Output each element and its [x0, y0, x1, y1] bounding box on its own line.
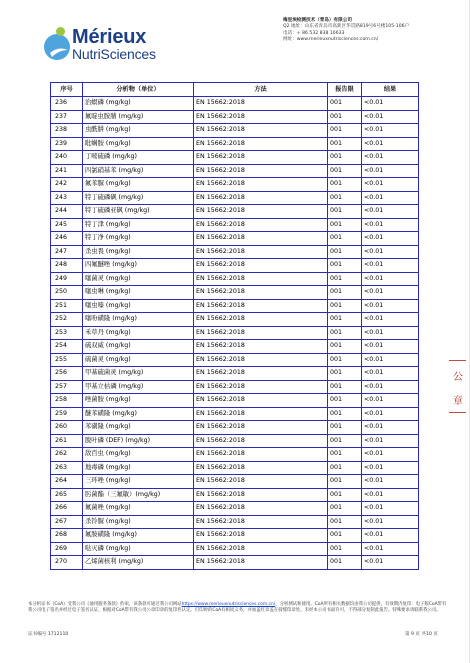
table-row	[51, 110, 419, 124]
method: EN 15662:2018	[194, 326, 328, 340]
result-value: <0.01	[362, 421, 419, 435]
report-limit: 001	[328, 353, 362, 367]
row-number: 247	[51, 245, 83, 259]
row-number: 253	[51, 326, 83, 340]
method: EN 15662:2018	[194, 110, 328, 124]
method: EN 15662:2018	[194, 313, 328, 327]
method: EN 15662:2018	[194, 380, 328, 394]
row-number: 264	[51, 475, 83, 489]
row-number: 256	[51, 367, 83, 381]
analyte-name: 噻菌灵 (mg/kg)	[83, 272, 194, 286]
table-row	[51, 340, 419, 354]
result-value: <0.01	[362, 326, 419, 340]
table-row	[51, 515, 419, 529]
method: EN 15662:2018	[194, 515, 328, 529]
row-number: 244	[51, 205, 83, 219]
report-limit: 001	[328, 407, 362, 421]
report-limit: 001	[328, 245, 362, 259]
table-row	[51, 178, 419, 192]
results-table	[50, 82, 419, 570]
method: EN 15662:2018	[194, 124, 328, 138]
table-row	[51, 542, 419, 556]
header-result: 结果	[362, 83, 419, 97]
table-row	[51, 326, 419, 340]
result-value: <0.01	[362, 448, 419, 462]
report-limit: 001	[328, 97, 362, 111]
analyte-name: 苯磺隆 (mg/kg)	[83, 421, 194, 435]
row-number: 254	[51, 340, 83, 354]
report-limit: 001	[328, 556, 362, 570]
stamp-edge-line	[449, 360, 466, 361]
method: EN 15662:2018	[194, 461, 328, 475]
analyte-name: 杀铃脲 (mg/kg)	[83, 515, 194, 529]
report-limit: 001	[328, 313, 362, 327]
row-number: 267	[51, 515, 83, 529]
report-limit: 001	[328, 448, 362, 462]
method: EN 15662:2018	[194, 178, 328, 192]
footnote-text: 本分析证书（CoA）受我公司《通用服务条款》约束，该条款可通过我公司网站	[28, 602, 182, 607]
row-number: 251	[51, 299, 83, 313]
table-row	[51, 475, 419, 489]
company-info	[283, 18, 409, 44]
row-number: 250	[51, 286, 83, 300]
report-limit: 001	[328, 529, 362, 543]
certificate-number: 证书编号 1712110	[28, 632, 69, 637]
analyte-name: 甲基立枯磷 (mg/kg)	[83, 380, 194, 394]
row-number: 239	[51, 137, 83, 151]
analyte-name: 特丁津 (mg/kg)	[83, 218, 194, 232]
analyte-name: 噻虫嗪 (mg/kg)	[83, 299, 194, 313]
result-value: <0.01	[362, 205, 419, 219]
method: EN 15662:2018	[194, 232, 328, 246]
analyte-name: 虫酰肼 (mg/kg)	[83, 124, 194, 138]
row-number: 252	[51, 313, 83, 327]
result-value: <0.01	[362, 353, 419, 367]
analyte-name: 特丁净 (mg/kg)	[83, 232, 194, 246]
stamp-edge-line	[449, 412, 466, 413]
table-row	[51, 137, 419, 151]
page-number: 第 9 页 共10 页	[405, 632, 438, 637]
row-number: 255	[51, 353, 83, 367]
result-value: <0.01	[362, 137, 419, 151]
result-value: <0.01	[362, 110, 419, 124]
analyte-name: 四氯硝基苯 (mg/kg)	[83, 164, 194, 178]
method: EN 15662:2018	[194, 353, 328, 367]
method: EN 15662:2018	[194, 299, 328, 313]
result-value: <0.01	[362, 556, 419, 570]
table-row	[51, 164, 419, 178]
result-value: <0.01	[362, 394, 419, 408]
report-limit: 001	[328, 421, 362, 435]
method: EN 15662:2018	[194, 137, 328, 151]
report-limit: 001	[328, 232, 362, 246]
report-limit: 001	[328, 380, 362, 394]
method: EN 15662:2018	[194, 394, 328, 408]
result-value: <0.01	[362, 367, 419, 381]
method: EN 15662:2018	[194, 448, 328, 462]
result-value: <0.01	[362, 299, 419, 313]
row-number: 243	[51, 191, 83, 205]
result-value: <0.01	[362, 286, 419, 300]
analyte-name: 乙烯菌核利 (mg/kg)	[83, 556, 194, 570]
report-limit: 001	[328, 110, 362, 124]
method: EN 15662:2018	[194, 407, 328, 421]
table-row	[51, 205, 419, 219]
analyte-name: 敌百虫 (mg/kg)	[83, 448, 194, 462]
row-number: 248	[51, 259, 83, 273]
table-row	[51, 380, 419, 394]
result-value: <0.01	[362, 259, 419, 273]
analyte-name: 三环唑 (mg/kg)	[83, 475, 194, 489]
report-limit: 001	[328, 124, 362, 138]
table-row	[51, 232, 419, 246]
result-value: <0.01	[362, 475, 419, 489]
row-number: 261	[51, 434, 83, 448]
analyte-name: 地毒磷 (mg/kg)	[83, 461, 194, 475]
report-limit: 001	[328, 137, 362, 151]
analyte-name: 氟苯脲 (mg/kg)	[83, 178, 194, 192]
report-limit: 001	[328, 286, 362, 300]
table-row	[51, 448, 419, 462]
method: EN 15662:2018	[194, 421, 328, 435]
result-value: <0.01	[362, 542, 419, 556]
method: EN 15662:2018	[194, 191, 328, 205]
row-number: 241	[51, 164, 83, 178]
report-limit: 001	[328, 178, 362, 192]
report-limit: 001	[328, 394, 362, 408]
result-value: <0.01	[362, 488, 419, 502]
result-value: <0.01	[362, 434, 419, 448]
row-number: 236	[51, 97, 83, 111]
row-number: 262	[51, 448, 83, 462]
table-row	[51, 434, 419, 448]
row-number: 240	[51, 151, 83, 165]
result-value: <0.01	[362, 313, 419, 327]
row-number: 238	[51, 124, 83, 138]
method: EN 15662:2018	[194, 286, 328, 300]
report-limit: 001	[328, 326, 362, 340]
analyte-name: 丁嘧硫磷 (mg/kg)	[83, 151, 194, 165]
table-row	[51, 245, 419, 259]
analyte-name: 唑菌胺 (mg/kg)	[83, 394, 194, 408]
result-value: <0.01	[362, 124, 419, 138]
result-value: <0.01	[362, 529, 419, 543]
row-number: 260	[51, 421, 83, 435]
row-number: 263	[51, 461, 83, 475]
table-row	[51, 299, 419, 313]
analyte-name: 甲基硫菌灵 (mg/kg)	[83, 367, 194, 381]
method: EN 15662:2018	[194, 488, 328, 502]
footnote-text: ，分析测试和使用。CoA所有相关数据均由我公司提供，有效期内复印：电子版CoA带有我公司电子签名并经过电子签名认证，根据对CoA带有我公司公章印章的复印件认定。打印时的CoA有相同义务，并加盖红章盖在骑缝印章处。未经本公司书面许可，不得部分复制此报告。特殊要求请联系我公司。	[28, 602, 447, 614]
table-row	[51, 407, 419, 421]
table-row	[51, 191, 419, 205]
result-value: <0.01	[362, 461, 419, 475]
report-limit: 001	[328, 272, 362, 286]
method: EN 15662:2018	[194, 151, 328, 165]
analyte-name: 硫双威 (mg/kg)	[83, 340, 194, 354]
header-method: 方法	[194, 83, 328, 97]
header-analyte: 分析物（单位）	[83, 83, 194, 97]
row-number: 268	[51, 529, 83, 543]
table-row	[51, 461, 419, 475]
table-row	[51, 97, 419, 111]
table-row	[51, 259, 419, 273]
analyte-name: 哒灭磷 (mg/kg)	[83, 542, 194, 556]
analyte-name: 脱叶磷 (DEF) (mg/kg)	[83, 434, 194, 448]
report-limit: 001	[328, 542, 362, 556]
report-limit: 001	[328, 502, 362, 516]
report-limit: 001	[328, 461, 362, 475]
analyte-name: 肟菌酯（三氟敏）(mg/kg)	[83, 488, 194, 502]
row-number: 266	[51, 502, 83, 516]
row-number: 269	[51, 542, 83, 556]
row-number: 242	[51, 178, 83, 192]
analyte-name: 噻虫啉 (mg/kg)	[83, 286, 194, 300]
table-row	[51, 421, 419, 435]
footnote-disclaimer	[28, 602, 448, 614]
table-row	[51, 313, 419, 327]
table-row	[51, 124, 419, 138]
table-row	[51, 394, 419, 408]
method: EN 15662:2018	[194, 529, 328, 543]
method: EN 15662:2018	[194, 218, 328, 232]
analyte-name: 特丁硫磷砜 (mg/kg)	[83, 191, 194, 205]
report-limit: 001	[328, 299, 362, 313]
report-limit: 001	[328, 164, 362, 178]
table-body	[51, 97, 419, 570]
report-limit: 001	[328, 191, 362, 205]
logo-text-merieux: Mérieux	[72, 26, 147, 48]
result-value: <0.01	[362, 218, 419, 232]
table-row	[51, 272, 419, 286]
analyte-name: 噻吩磺隆 (mg/kg)	[83, 313, 194, 327]
report-limit: 001	[328, 367, 362, 381]
logo-swoosh-icon	[48, 44, 70, 58]
method: EN 15662:2018	[194, 475, 328, 489]
report-limit: 001	[328, 475, 362, 489]
row-number: 257	[51, 380, 83, 394]
report-limit: 001	[328, 488, 362, 502]
result-value: <0.01	[362, 272, 419, 286]
method: EN 15662:2018	[194, 542, 328, 556]
method: EN 15662:2018	[194, 367, 328, 381]
table-row	[51, 218, 419, 232]
company-name: 梅里埃检测技术（青岛）有限公司	[283, 18, 352, 23]
row-number: 249	[51, 272, 83, 286]
row-number: 258	[51, 394, 83, 408]
company-phone: 电话：+ 86 532 838 16633	[283, 30, 345, 36]
analyte-name: 四氟醚唑 (mg/kg)	[83, 259, 194, 273]
report-limit: 001	[328, 259, 362, 273]
result-value: <0.01	[362, 164, 419, 178]
result-value: <0.01	[362, 380, 419, 394]
company-address: Q2 地址：山东省青岛市高新区华贯路819号6号楼105-106户	[283, 24, 410, 30]
table-row	[51, 556, 419, 570]
report-limit: 001	[328, 218, 362, 232]
analyte-name: 特丁硫磷亚砜 (mg/kg)	[83, 205, 194, 219]
row-number: 237	[51, 110, 83, 124]
analyte-name: 氟胺磺隆 (mg/kg)	[83, 529, 194, 543]
analyte-name: 氟菌唑 (mg/kg)	[83, 502, 194, 516]
row-number: 245	[51, 218, 83, 232]
table-row	[51, 367, 419, 381]
result-value: <0.01	[362, 232, 419, 246]
stamp-fragment-char: 章	[453, 396, 463, 407]
row-number: 265	[51, 488, 83, 502]
method: EN 15662:2018	[194, 434, 328, 448]
row-number: 270	[51, 556, 83, 570]
analyte-name: 硫菌灵 (mg/kg)	[83, 353, 194, 367]
header-no: 序号	[51, 83, 83, 97]
result-value: <0.01	[362, 191, 419, 205]
table-row	[51, 151, 419, 165]
company-website: 网址：www.merieuxnutrisciences.com.cn/	[283, 37, 379, 43]
table-header-row	[51, 83, 419, 97]
result-value: <0.01	[362, 515, 419, 529]
method: EN 15662:2018	[194, 272, 328, 286]
stamp-fragment-char: 公	[453, 372, 463, 383]
analyte-name: 杀虫畏 (mg/kg)	[83, 245, 194, 259]
table-row	[51, 286, 419, 300]
result-value: <0.01	[362, 502, 419, 516]
website-link[interactable]: https://www.merieuxnutrisciences.com.cn/	[181, 602, 276, 607]
analyte-name: 醚苯磺隆 (mg/kg)	[83, 407, 194, 421]
result-value: <0.01	[362, 407, 419, 421]
result-value: <0.01	[362, 97, 419, 111]
row-number: 246	[51, 232, 83, 246]
row-number: 259	[51, 407, 83, 421]
result-value: <0.01	[362, 340, 419, 354]
method: EN 15662:2018	[194, 556, 328, 570]
report-limit: 001	[328, 515, 362, 529]
result-value: <0.01	[362, 178, 419, 192]
method: EN 15662:2018	[194, 259, 328, 273]
logo-text-nutrisciences: NutriSciences	[72, 46, 156, 62]
analyte-name: 禾草丹 (mg/kg)	[83, 326, 194, 340]
analyte-name: 吡螨胺 (mg/kg)	[83, 137, 194, 151]
method: EN 15662:2018	[194, 97, 328, 111]
analyte-name: 治螟磷 (mg/kg)	[83, 97, 194, 111]
report-limit: 001	[328, 205, 362, 219]
table-row	[51, 353, 419, 367]
method: EN 15662:2018	[194, 164, 328, 178]
result-value: <0.01	[362, 151, 419, 165]
result-value: <0.01	[362, 245, 419, 259]
header-report-limit: 报告限	[328, 83, 362, 97]
analyte-name: 氟啶虫胺腈 (mg/kg)	[83, 110, 194, 124]
report-limit: 001	[328, 340, 362, 354]
method: EN 15662:2018	[194, 205, 328, 219]
report-limit: 001	[328, 151, 362, 165]
method: EN 15662:2018	[194, 245, 328, 259]
logo-green-dot	[56, 27, 65, 36]
method: EN 15662:2018	[194, 502, 328, 516]
table-row	[51, 529, 419, 543]
method: EN 15662:2018	[194, 340, 328, 354]
table-row	[51, 502, 419, 516]
report-limit: 001	[328, 434, 362, 448]
table-row	[51, 488, 419, 502]
